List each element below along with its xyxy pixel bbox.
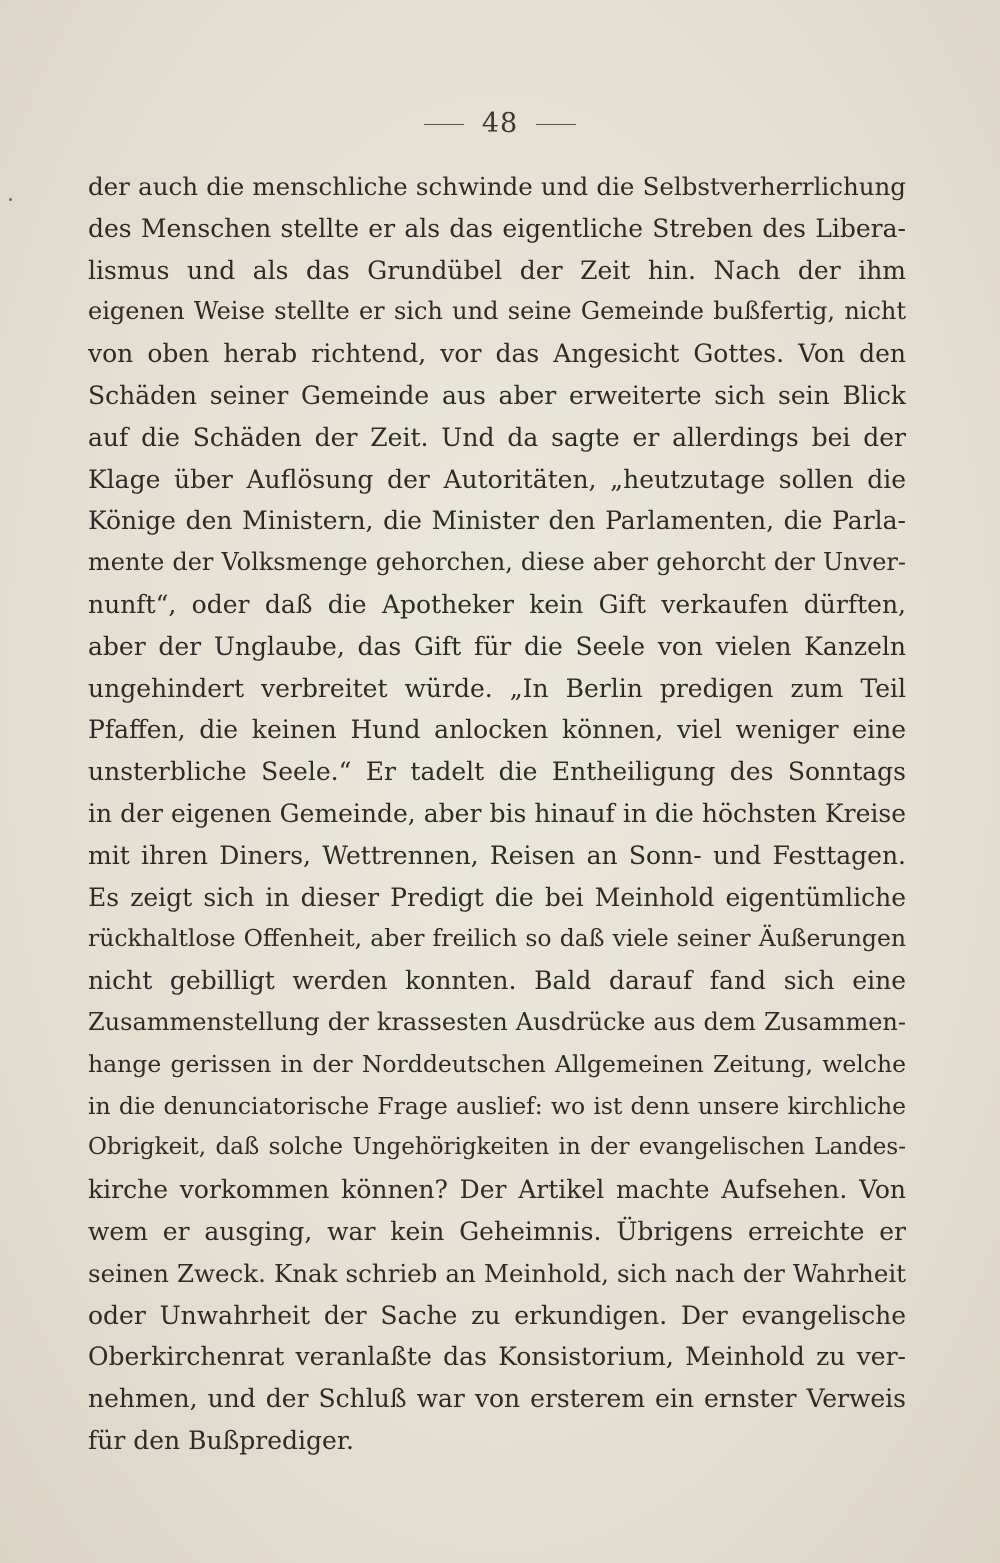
text-line: Es zeigt sich in dieser Predigt die bei Meinhold eigentümliche bbox=[88, 882, 906, 912]
text-line: für den Bußprediger. bbox=[88, 1425, 354, 1455]
text-line: rückhaltlose Offenheit, aber freilich so daß viele seiner Äußerungen bbox=[88, 924, 906, 953]
text-line: von oben herab richtend, vor das Angesicht Gottes. Von den bbox=[88, 339, 906, 369]
text-line: auf die Schäden der Zeit. Und da sagte er allerdings bei der bbox=[88, 422, 906, 452]
text-line: Oberkirchenrat veranlaßte das Konsistorium, Meinhold zu ver- bbox=[88, 1342, 906, 1372]
text-line: in die denunciatorische Frage auslief: wo ist denn unsere kirchliche bbox=[88, 1091, 906, 1120]
text-line: aber der Unglaube, das Gift für die Seele von vielen Kanzeln bbox=[88, 631, 906, 661]
text-line: unsterbliche Seele.“ Er tadelt die Entheiligung des Sonntags bbox=[88, 757, 906, 787]
text-line: wem er ausging, war kein Geheimnis. Übrigens erreichte er bbox=[88, 1216, 906, 1246]
body-text bbox=[88, 166, 906, 1462]
margin-speck bbox=[9, 198, 12, 201]
text-line: mit ihren Diners, Wettrennen, Reisen an Sonn- und Festtagen. bbox=[88, 840, 906, 870]
text-line: seinen Zweck. Knak schrieb an Meinhold, sich nach der Wahrheit bbox=[88, 1258, 906, 1288]
text-line: Pfaffen, die keinen Hund anlocken können, viel weniger eine bbox=[88, 715, 906, 745]
right-dash bbox=[536, 124, 576, 125]
text-line: nunft“, oder daß die Apotheker kein Gift verkaufen dürften, bbox=[88, 589, 906, 619]
text-line: hange gerissen in der Norddeutschen Allgemeinen Zeitung, welche bbox=[88, 1049, 906, 1078]
text-line: Könige den Ministern, die Minister den Parlamenten, die Parla- bbox=[88, 506, 906, 536]
text-line: eigenen Weise stellte er sich und seine Gemeinde bußfertig, nicht bbox=[88, 297, 906, 326]
text-line: ungehindert verbreitet würde. „In Berlin predigen zum Teil bbox=[88, 673, 906, 703]
text-line: in der eigenen Gemeinde, aber bis hinauf in die höchsten Kreise bbox=[88, 798, 906, 828]
page-number-header bbox=[0, 108, 1000, 139]
text-line: der auch die menschliche schwinde und die Selbstverherrlichung bbox=[88, 172, 906, 201]
text-line: Zusammenstellung der krassesten Ausdrücke aus dem Zusammen- bbox=[88, 1007, 906, 1036]
page-number: 48 bbox=[481, 108, 519, 139]
text-line: nehmen, und der Schluß war von ersterem ein ernster Verweis bbox=[88, 1384, 906, 1414]
text-line: Klage über Auflösung der Autoritäten, „heutzutage sollen die bbox=[88, 464, 906, 494]
text-line: Obrigkeit, daß solche Ungehörigkeiten in der evangelischen Landes- bbox=[88, 1134, 906, 1161]
text-line: des Menschen stellte er als das eigentliche Streben des Libera- bbox=[88, 213, 906, 243]
text-line: kirche vorkommen können? Der Artikel machte Aufsehen. Von bbox=[88, 1175, 906, 1205]
text-line: nicht gebilligt werden konnten. Bald darauf fand sich eine bbox=[88, 966, 906, 996]
text-line: lismus und als das Grundübel der Zeit hin. Nach der ihm bbox=[88, 255, 906, 285]
text-line: oder Unwahrheit der Sache zu erkundigen. Der evangelische bbox=[88, 1300, 906, 1330]
text-line: Schäden seiner Gemeinde aus aber erweiterte sich sein Blick bbox=[88, 380, 906, 410]
left-dash bbox=[424, 124, 464, 125]
text-line: mente der Volksmenge gehorchen, diese aber gehorcht der Unver- bbox=[88, 548, 906, 577]
